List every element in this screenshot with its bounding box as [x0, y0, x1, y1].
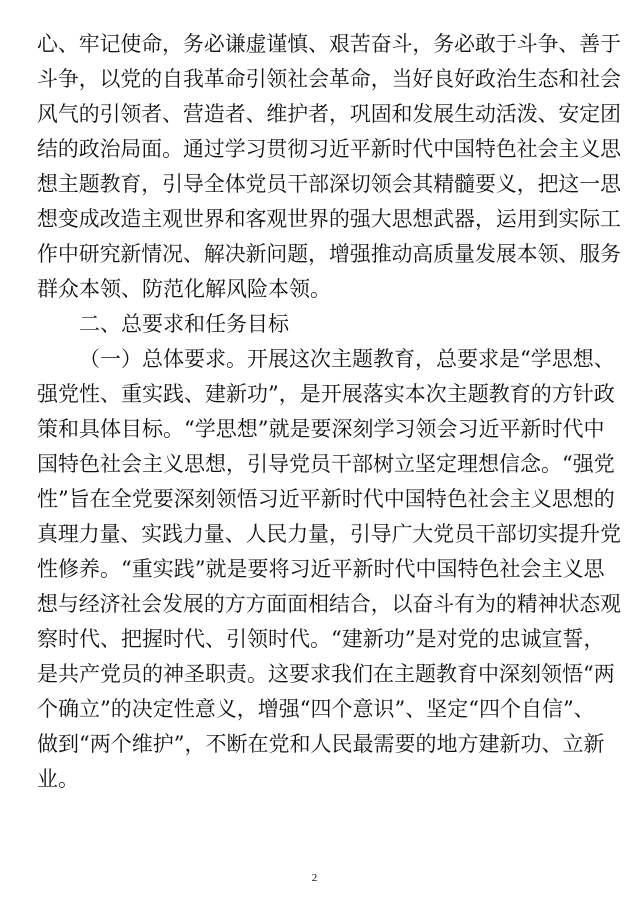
body-text-line: 风气的引领者、营造者、维护者，巩固和发展生动活泼、安定团	[37, 102, 621, 126]
body-text-line: 作中研究新情况、解决新问题，增强推动高质量发展本领、服务	[37, 242, 621, 266]
body-text-line: 性”旨在全党要深刻领悟习近平新时代中国特色社会主义思想的	[37, 487, 615, 511]
body-text-line: 想与经济社会发展的方方面面相结合，以奋斗有为的精神状态观	[37, 592, 621, 616]
body-text-line: 个确立”的决定性意义，增强“四个意识”、坚定“四个自信”、	[37, 697, 595, 721]
body-text-line: 察时代、把握时代、引领时代。“建新功”是对党的忠诚宣誓，	[37, 627, 605, 651]
body-text-line: 想主题教育，引导全体党员干部深切领会其精髓要义，把这一思	[37, 172, 621, 196]
body-text-line: 心、牢记使命，务必谦虚谨慎、艰苦奋斗，务必敢于斗争、善于	[37, 32, 621, 56]
body-text-line: 想变成改造主观世界和客观世界的强大思想武器，运用到实际工	[37, 207, 621, 231]
body-text-line: 强党性、重实践、建新功”，是开展落实本次主题教育的方针政	[37, 382, 615, 406]
body-text-line: 性修养。“重实践”就是要将习近平新时代中国特色社会主义思	[37, 557, 605, 581]
subsection-heading-line: （一）总体要求。开展这次主题教育，总要求是“学思想、	[79, 347, 615, 371]
body-text-line: 是共产党员的神圣职责。这要求我们在主题教育中深刻领悟“两	[37, 662, 615, 686]
body-text-line: 策和具体目标。“学思想”就是要深刻学习领会习近平新时代中	[37, 417, 605, 441]
body-text-line: 结的政治局面。通过学习贯彻习近平新时代中国特色社会主义思	[37, 137, 621, 161]
page-number: 2	[311, 872, 318, 884]
section-heading: 二、总要求和任务目标	[79, 312, 289, 336]
body-text-line: 斗争，以党的自我革命引领社会革命，当好良好政治生态和社会	[37, 67, 621, 91]
body-text-line: 业。	[37, 767, 79, 791]
body-text-line: 做到“两个维护”，不断在党和人民最需要的地方建新功、立新	[37, 732, 605, 756]
body-text-line: 群众本领、防范化解风险本领。	[37, 277, 331, 301]
body-text-line: 国特色社会主义思想，引导党员干部树立坚定理想信念。“强党	[37, 452, 615, 476]
body-text-line: 真理力量、实践力量、人民力量，引导广大党员干部切实提升党	[37, 522, 621, 546]
